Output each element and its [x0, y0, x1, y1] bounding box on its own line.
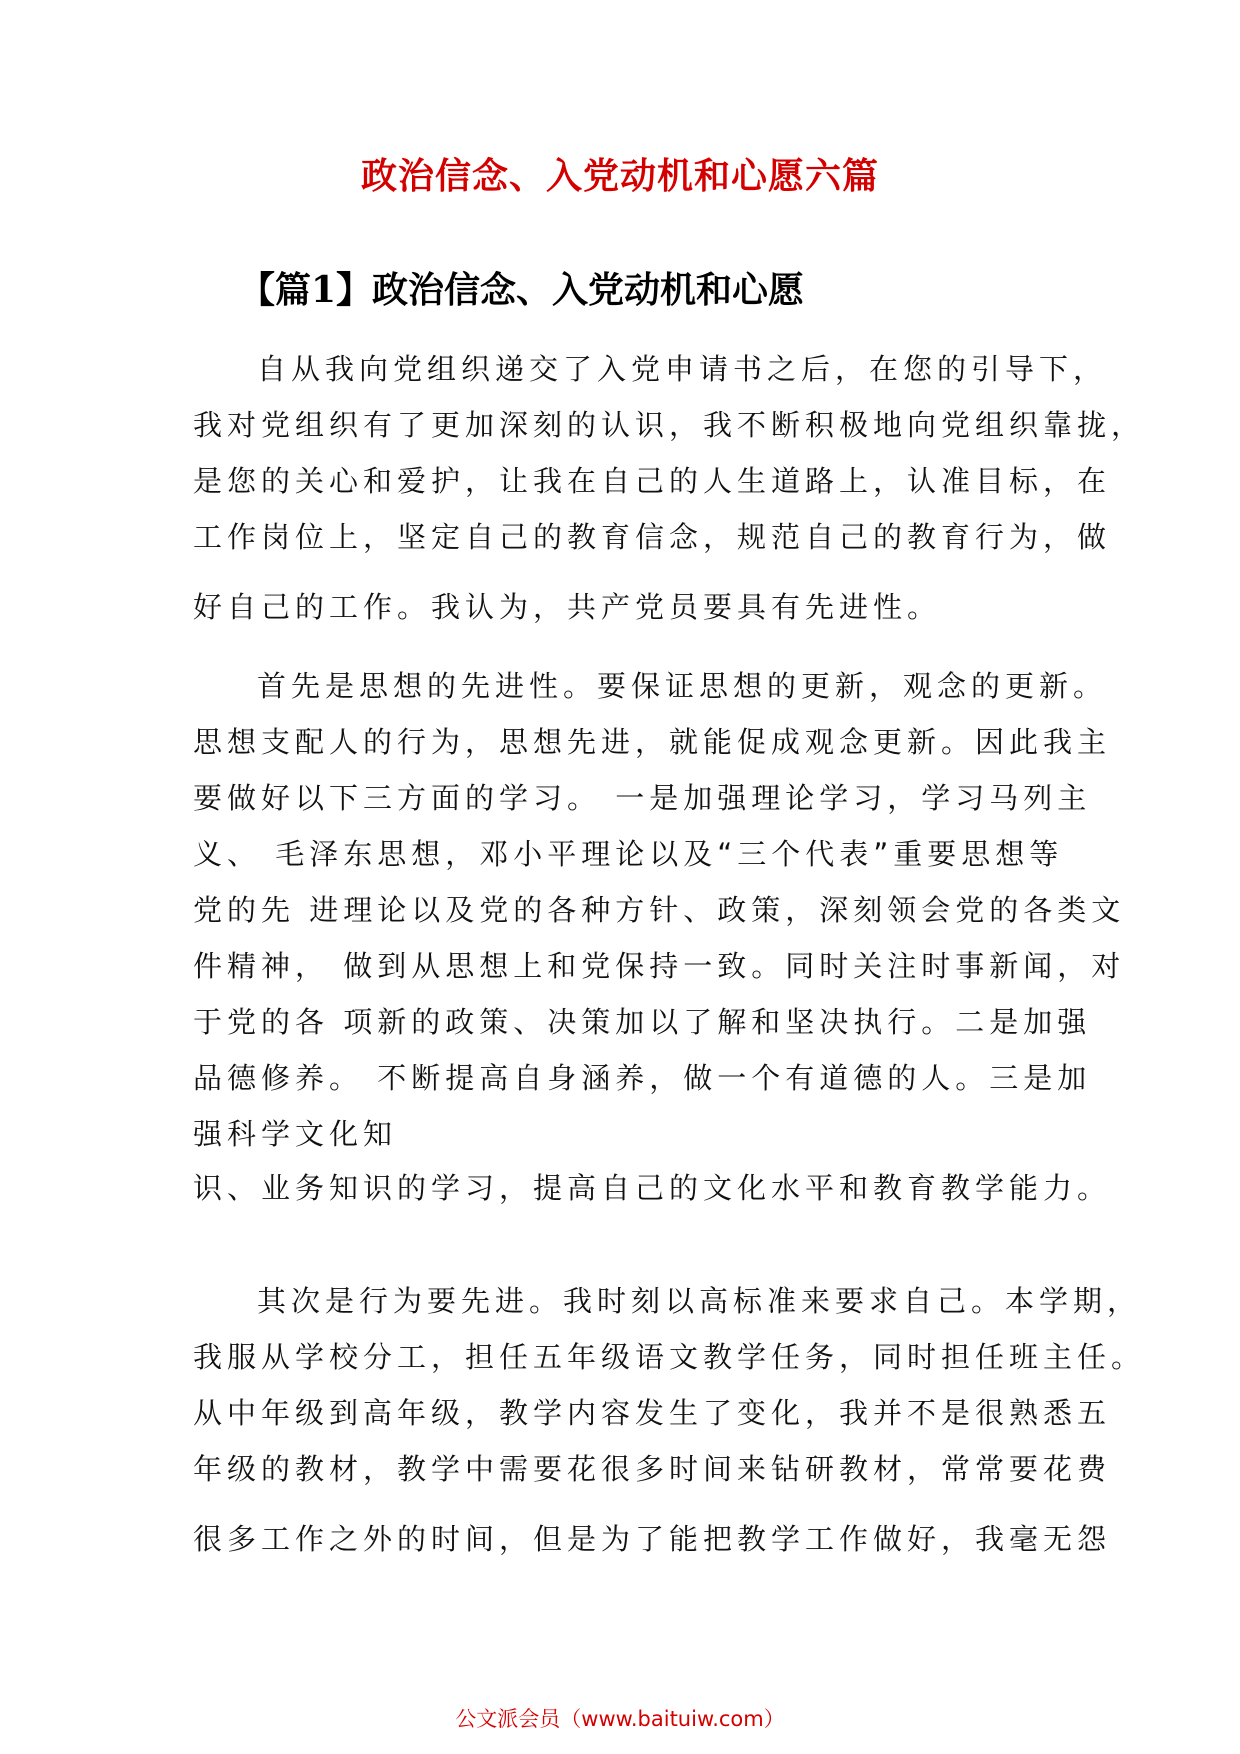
paragraph-line: 很多工作之外的时间，但是为了能把教学工作做好，我毫无怨 — [193, 1522, 1112, 1556]
paragraph-line: 首先是思想的先进性。要保证思想的更新，观念的更新。 — [257, 669, 1108, 703]
paragraph-line: 件精神， 做到从思想上和党保持一致。同时关注时事新闻，对 — [193, 949, 1126, 983]
paragraph-line: 要做好以下三方面的学习。 一是加强理论学习，学习马列主 — [193, 781, 1092, 815]
paragraph-4 — [193, 1273, 1146, 1567]
paragraph-line: 思想支配人的行为，思想先进，就能促成观念更新。因此我主 — [193, 725, 1112, 759]
paragraph-line: 于党的各 项新的政策、决策加以了解和坚决执行。二是加强 — [193, 1005, 1092, 1039]
paragraph-2 — [193, 658, 1126, 1162]
paragraph-line: 义、 毛泽东思想，邓小平理论以及“三个代表”重要思想等 — [193, 837, 1064, 871]
paragraph-line: 识、业务知识的学习，提高自己的文化水平和教育教学能力。 — [193, 1171, 1112, 1205]
paragraph-line: 强科学文化知 — [193, 1117, 398, 1151]
document-title: 政治信念、入党动机和心愿六篇 — [360, 155, 879, 197]
paragraph-line: 年级的教材，教学中需要花很多时间来钻研教材，常常要花费 — [193, 1452, 1112, 1486]
section-heading: 【篇1】政治信念、入党动机和心愿 — [239, 269, 805, 311]
paragraph-line: 党的先 进理论以及党的各种方针、政策，深刻领会党的各类文 — [193, 893, 1126, 927]
paragraph-1 — [193, 341, 1146, 635]
paragraph-3 — [193, 1160, 1112, 1216]
paragraph-line: 从中年级到高年级，教学内容发生了变化，我并不是很熟悉五 — [193, 1396, 1112, 1430]
paragraph-line: 是您的关心和爱护，让我在自己的人生道路上，认准目标，在 — [193, 464, 1112, 498]
paragraph-line: 自从我向党组织递交了入党申请书之后，在您的引导下， — [257, 352, 1108, 386]
paragraph-line: 我服从学校分工，担任五年级语文教学任务，同时担任班主任。 — [193, 1340, 1146, 1374]
paragraph-line: 我对党组织有了更加深刻的认识，我不断积极地向党组织靠拢， — [193, 408, 1146, 442]
paragraph-line: 其次是行为要先进。我时刻以高标准来要求自己。本学期， — [257, 1284, 1142, 1318]
paragraph-line: 工作岗位上，坚定自己的教育信念，规范自己的教育行为，做 — [193, 520, 1112, 554]
footer-watermark-link[interactable]: 公文派会员（www.baituiw.com） — [455, 1707, 785, 1731]
paragraph-line: 好自己的工作。我认为，共产党员要具有先进性。 — [193, 590, 942, 624]
paragraph-line: 品德修养。 不断提高自身涵养，做一个有道德的人。三是加 — [193, 1061, 1092, 1095]
